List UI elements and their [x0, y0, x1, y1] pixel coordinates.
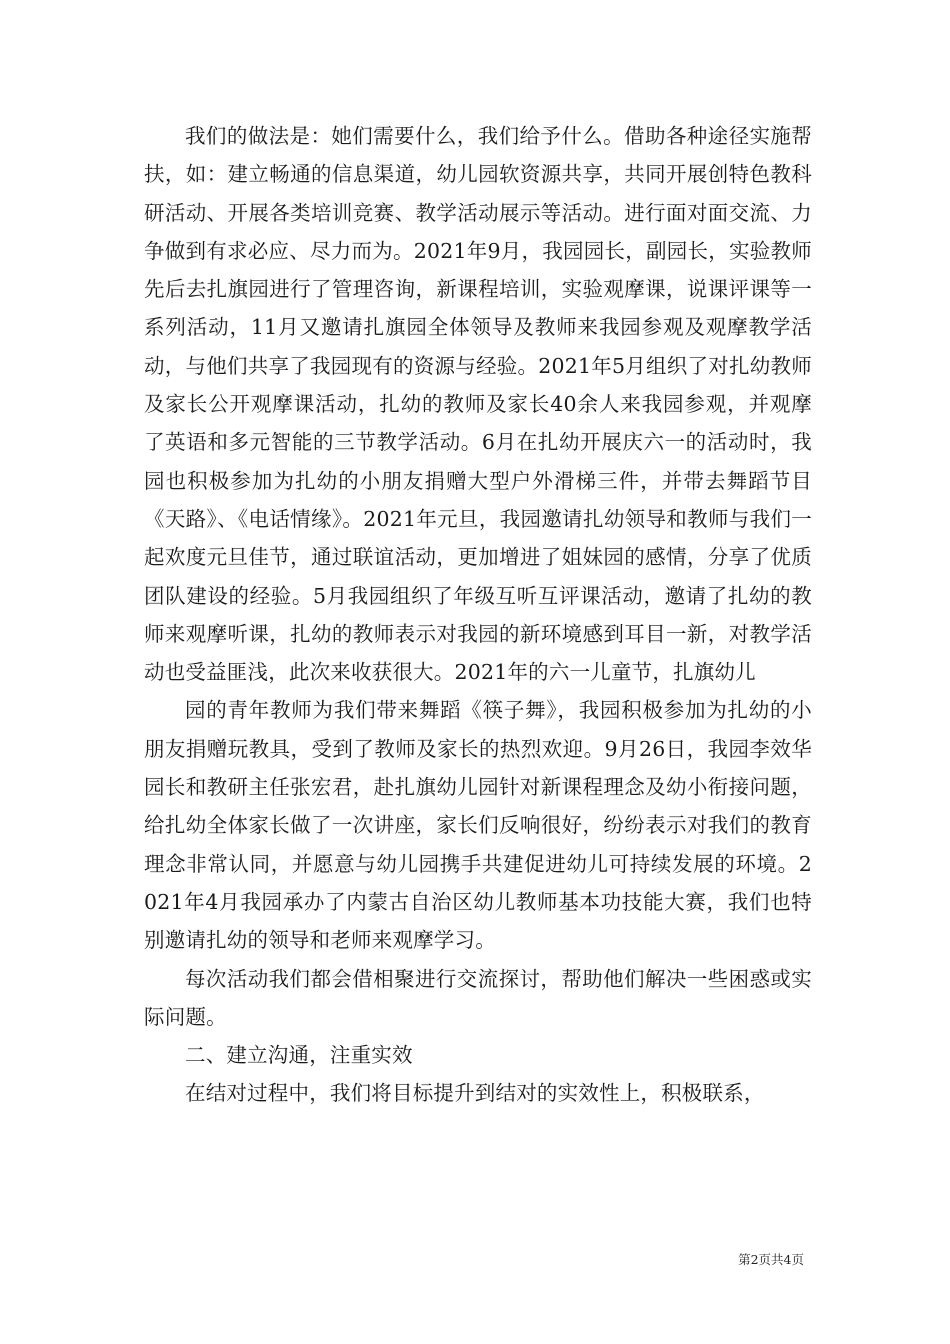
page-number-footer: 第2页共4页	[738, 1252, 804, 1267]
paragraph-2: 园的青年教师为我们带来舞蹈《筷子舞》，我园积极参加为扎幼的小朋友捐赠玩教具，受到了教师及家长的热烈欢迎。9月26日，我园李效华园长和教研主任张宏君，赴扎旗幼儿园针对新课程理念及幼小衔接问题，给扎幼全体家长做了一次讲座，家长们反响很好，纷纷表示对我们的教育理念非常认同，并愿意与幼儿园携手共建促进幼儿可持续发展的环境。2021年4月我园承办了内蒙古自治区幼儿教师基本功技能大赛，我们也特别邀请扎幼的领导和老师来观摩学习。	[144, 698, 812, 953]
paragraph-1: 我们的做法是：她们需要什么，我们给予什么。借助各种途径实施帮扶，如：建立畅通的信息渠道，幼儿园软资源共享，共同开展创特色教科研活动、开展各类培训竞赛、教学活动展示等活动。进行面对面交流、力争做到有求必应、尽力而为。2021年9月，我园园长，副园长，实验教师先后去扎旗园进行了管理咨询，新课程培训，实验观摩课，说课评课等一系列活动，11月又邀请扎旗园全体领导及教师来我园参观及观摩教学活动，与他们共享了我园现有的资源与经验。2021年5月组织了对扎幼教师及家长公开观摩课活动，扎幼的教师及家长40余人来我园参观，并观摩了英语和多元智能的三节教学活动。6月在扎幼开展庆六一的活动时，我园也积极参加为扎幼的小朋友捐赠大型户外滑梯三件，并带去舞蹈节目《天路》、《电话情缘》。2021年元旦，我园邀请扎幼领导和教师与我们一起欢度元旦佳节，通过联谊活动，更加增进了姐妹园的感情，分享了优质团队建设的经验。5月我园组织了年级互听互评课活动，邀请了扎幼的教师来观摩听课，扎幼的教师表示对我园的新环境感到耳目一新，对教学活动也受益匪浅，此次来收获很大。2021年的六一儿童节，扎旗幼儿	[144, 124, 812, 685]
document-body	[144, 117, 812, 1113]
paragraph-4: 在结对过程中，我们将目标提升到结对的实效性上，积极联系，	[185, 1081, 765, 1106]
section-heading: 二、建立沟通，注重实效	[185, 1043, 413, 1068]
paragraph-3: 每次活动我们都会借相聚进行交流探讨，帮助他们解决一些困惑或实际问题。	[144, 966, 812, 1029]
